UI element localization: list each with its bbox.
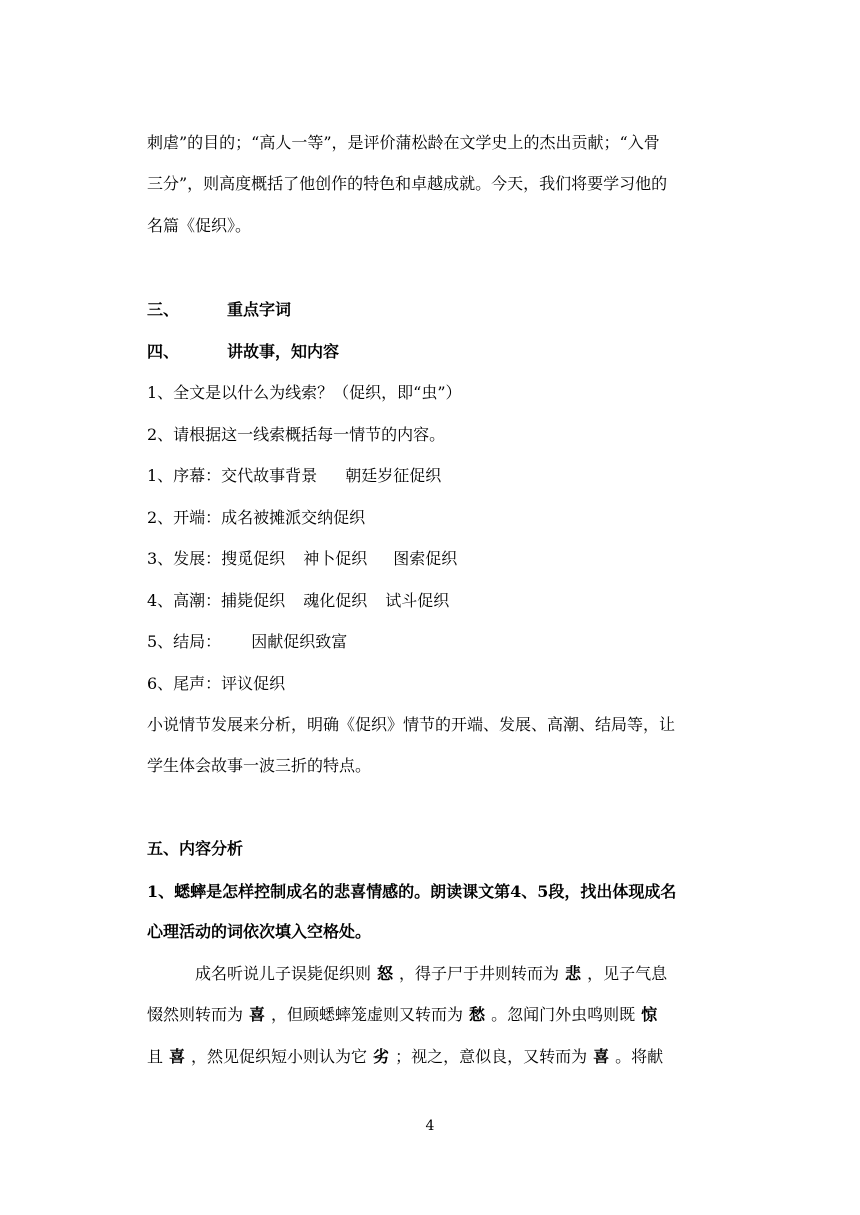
question-1: 1、全文是以什么为线索？（促织，即“虫”） [147,383,462,402]
plot-climax-item-2: 魂化促织 [303,591,368,610]
plot-beginning: 2、开端：成名被摊派交纳促织 [147,508,366,527]
plot-ending-content: 因献促织致富 [251,632,348,651]
plot-climax-item-3: 试斗促织 [385,591,450,610]
plot-ending-label: 5、结局： [147,632,222,651]
section-4-title: 讲故事，知内容 [227,342,340,361]
section-3-title: 重点字词 [227,300,292,319]
blank-answer-7: 劣 [373,1047,390,1066]
plot-development [147,549,457,569]
section-5-heading: 五、内容分析 [147,839,244,858]
plot-epilogue: 6、尾声：评议促织 [147,674,286,693]
blank-answer-4: 愁 [469,1005,486,1024]
intro-line-1: 刺虐”的目的；“高人一等”，是评价蒲松龄在文学史上的杰出贡献；“入骨 [147,133,660,152]
question-2: 2、请根据这一线索概括每一情节的内容。 [147,425,446,444]
fill-line-1: 成名听说儿子误毙促织则 怒 ，得子尸于井则转而为 悲 ，见子气息 [195,964,668,983]
summary-line-1: 小说情节发展来分析，明确《促织》情节的开端、发展、高潮、结局等，让 [147,715,676,734]
blank-answer-6: 喜 [169,1047,186,1066]
blank-answer-5: 惊 [641,1005,658,1024]
plot-prologue [147,466,441,486]
plot-prologue-content: 朝廷岁征促织 [345,466,442,485]
plot-climax [147,591,449,611]
plot-prologue-label: 1、序幕：交代故事背景 [147,466,318,485]
intro-line-3: 名篇《促织》。 [147,216,252,235]
summary-line-2: 学生体会故事一波三折的特点。 [147,756,372,775]
fill-line-2: 惙然则转而为 喜 ，但顾蟋蟀笼虚则又转而为 愁 。忽闻门外虫鸣则既 惊 [147,1005,663,1025]
blank-answer-3: 喜 [249,1005,266,1024]
blank-answer-2: 悲 [565,964,582,983]
plot-climax-label: 4、高潮：捕毙促织 [147,591,286,610]
task-line-2: 心理活动的词依次填入空格处。 [147,922,372,941]
blank-answer-8: 喜 [593,1047,610,1066]
intro-line-2: 三分”，则高度概括了他创作的特色和卓越成就。今天，我们将要学习他的 [147,174,668,193]
section-3-heading [147,300,291,320]
fill-line-3: 且 喜 ，然见促织短小则认为它 劣 ；视之，意似良，又转而为 喜 。将献 [147,1047,664,1066]
blank-answer-1: 怒 [377,964,394,983]
section-4-heading [147,342,339,362]
plot-development-label: 3、发展：搜觅促织 [147,549,286,568]
task-line-1: 1、蟋蟀是怎样控制成名的悲喜情感的。朗读课文第4、5段，找出体现成名 [147,882,677,901]
page-number: 4 [425,1118,435,1134]
plot-ending [147,632,347,652]
section-3-number: 三、 [147,300,180,319]
plot-development-item-3: 图索促织 [393,549,458,568]
section-4-number: 四、 [147,342,180,361]
plot-development-item-2: 神卜促织 [303,549,368,568]
